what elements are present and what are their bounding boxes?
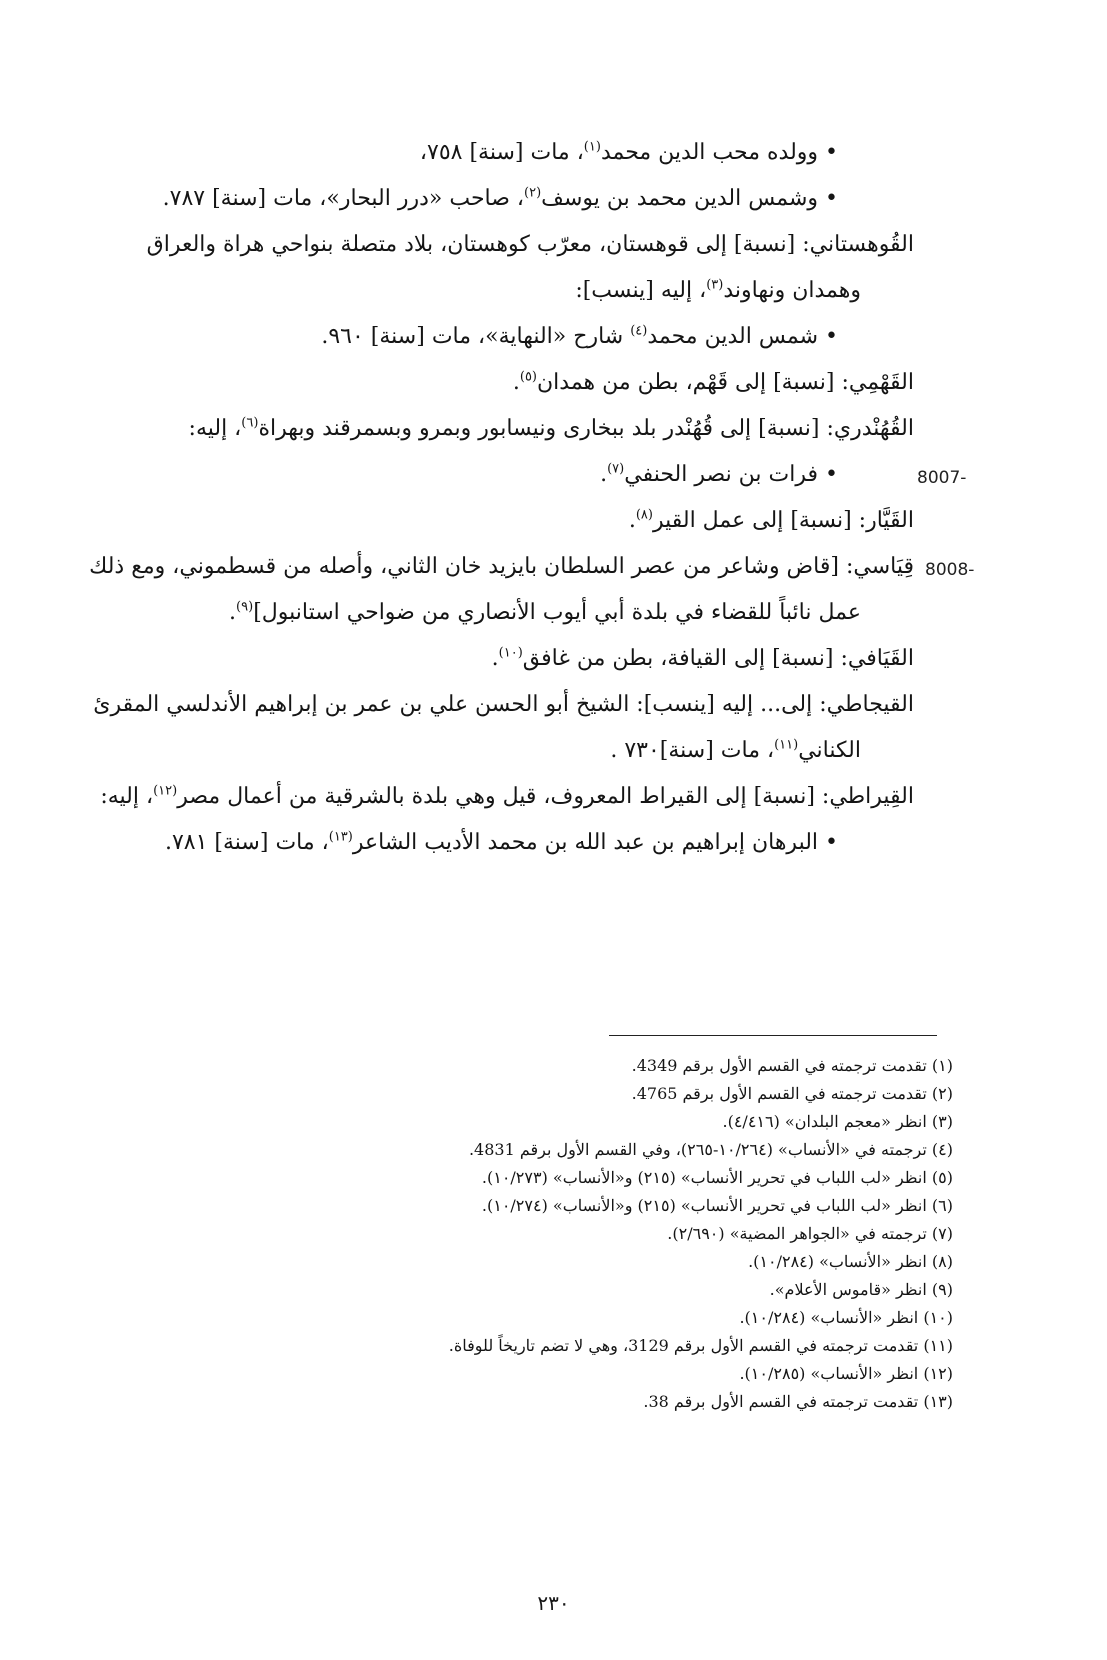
footnote: (٩) انظر «قاموس الأعلام». — [769, 1280, 953, 1299]
footnote: (٤) ترجمته في «الأنساب» (١٠/٢٦٤-٢٦٥)، وفي القسم الأول برقم 4831. — [468, 1140, 953, 1159]
entry-number: 8007- — [917, 468, 967, 488]
footnote-ref: (٣) — [706, 277, 724, 293]
entry-line: القُوهستاني: [نسبة] إلى قوهستان، معرّب كوهستان، بلاد متصلة بنواحي هراة والعراق — [146, 232, 914, 257]
entry-line: وهمدان ونهاوند$^{(٣)}$، إليه [ينسب]: — [575, 277, 861, 303]
footnote: (٢) تقدمت ترجمته في القسم الأول برقم 4765. — [631, 1084, 953, 1103]
entry-line: قِيَاسي: [قاض وشاعر من عصر السلطان بايزيد خان الثاني، وأصله من قسطموني، ومع ذلك — [89, 554, 914, 579]
entry-line: القِيراطي: [نسبة] إلى القيراط المعروف، قيل وهي بلدة بالشرقية من أعمال مصر$^{(١٢)}$، إليه: — [100, 783, 914, 809]
footnote: (٦) انظر «لب اللباب في تحرير الأنساب» (٢١٥) و«الأنساب» (١٠/٢٧٤). — [481, 1196, 953, 1215]
entry-line: عمل نائباً للقضاء في بلدة أبي أيوب الأنصاري من ضواحي استانبول]$^{(٩)}$. — [229, 599, 861, 625]
entry-line: القَهْمِي: [نسبة] إلى قَهْم، بطن من همدان$^{(٥)}$. — [512, 369, 914, 395]
footnote-separator — [609, 1035, 937, 1036]
entry-line: • وشمس الدين محمد بن يوسف$^{(٢)}$، صاحب «درر البحار»، مات [سنة] ٧٨٧. — [162, 185, 838, 211]
footnote-ref: (٤) — [630, 323, 648, 339]
footnote: (٨) انظر «الأنساب» (١٠/٢٨٤). — [748, 1252, 953, 1271]
footnote-ref: (٢) — [524, 185, 542, 201]
footnote-ref: (١) — [583, 139, 601, 155]
footnote: (١١) تقدمت ترجمته في القسم الأول برقم 3129، وهي لا تضم تاريخاً للوفاة. — [448, 1336, 953, 1355]
footnote: (١) تقدمت ترجمته في القسم الأول برقم 4349. — [631, 1056, 953, 1075]
footnote: (٥) انظر «لب اللباب في تحرير الأنساب» (٢١٥) و«الأنساب» (١٠/٢٧٣). — [481, 1168, 953, 1187]
footnote-ref: (١١) — [774, 737, 799, 753]
footnote: (٧) ترجمته في «الجواهر المضية» (٢/٦٩٠). — [667, 1224, 953, 1243]
entry-line: الكناني$^{(١١)}$، مات [سنة]٧٣٠ . — [610, 737, 861, 763]
footnote: (١٣) تقدمت ترجمته في القسم الأول برقم 38. — [643, 1392, 953, 1411]
entry-line: القَيَّار: [نسبة] إلى عمل القير$^{(٨)}$. — [628, 507, 914, 533]
footnote: (١٠) انظر «الأنساب» (١٠/٢٨٤). — [739, 1308, 953, 1327]
entry-line: • البرهان إبراهيم بن عبد الله بن محمد الأديب الشاعر$^{(١٣)}$، مات [سنة] ٧٨١. — [164, 829, 838, 855]
footnote: (١٢) انظر «الأنساب» (١٠/٢٨٥). — [739, 1364, 953, 1383]
entry-line: • شمس الدين محمد$^{(٤)}$ شارح «النهاية»، مات [سنة] ٩٦٠. — [321, 323, 838, 349]
footnote-ref: (٥) — [519, 369, 537, 385]
footnote: (٣) انظر «معجم البلدان» (٤/٤١٦). — [722, 1112, 953, 1131]
entry-line: • وولده محب الدين محمد$^{(١)}$، مات [سنة] ٧٥٨، — [419, 139, 838, 165]
footnote-ref: (٩) — [236, 599, 254, 615]
page-number: ٢٣٠ — [537, 1591, 570, 1615]
entry-line: • فرات بن نصر الحنفي$^{(٧)}$. — [600, 461, 838, 487]
entry-line: القيجاطي: إلى... إليه [ينسب]: الشيخ أبو الحسن علي بن عمر بن إبراهيم الأندلسي المقرئ — [93, 692, 914, 717]
entry-line: القَيَافي: [نسبة] إلى القيافة، بطن من غافق$^{(١٠)}$. — [491, 645, 914, 671]
footnote-ref: (٦) — [241, 415, 259, 431]
footnote-ref: (١٠) — [498, 645, 523, 661]
footnote-ref: (١٢) — [153, 783, 178, 799]
footnote-ref: (٧) — [607, 461, 625, 477]
entry-number: 8008- — [925, 560, 975, 580]
footnote-ref: (٨) — [635, 507, 653, 523]
entry-line: القُهُنْدري: [نسبة] إلى قُهُنْدر بلد ببخارى ونيسابور وبمرو وبسمرقند وبهراة$^{(٦)}$، إليه: — [188, 415, 914, 441]
footnote-ref: (١٣) — [328, 829, 353, 845]
